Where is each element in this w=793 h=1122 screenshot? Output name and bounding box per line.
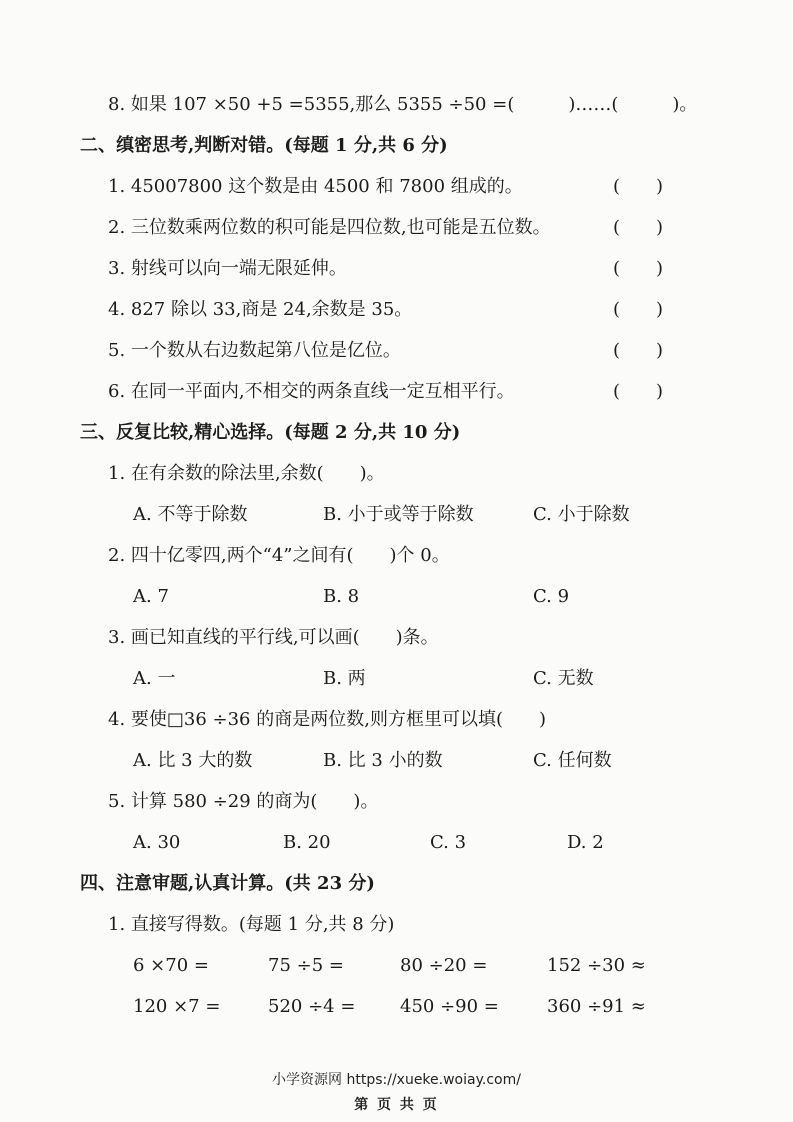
- option-b: B. 20: [283, 832, 331, 853]
- calc-item: 80 ÷20 =: [400, 955, 488, 976]
- section-2-title: 二、缜密思考,判断对错。(每题 1 分,共 6 分): [80, 135, 448, 156]
- calc-item: 450 ÷90 =: [400, 996, 499, 1017]
- option-c: C. 小于除数: [533, 504, 630, 525]
- sub-question-1: 1. 直接写得数。(每题 1 分,共 8 分): [108, 914, 395, 935]
- judge-item-3: 3. 射线可以向一端无限延伸。: [108, 258, 347, 279]
- answer-bracket: ( ): [613, 217, 664, 238]
- calc-item: 6 ×70 =: [133, 955, 209, 976]
- judge-item-1: 1. 45007800 这个数是由 4500 和 7800 组成的。: [108, 176, 523, 197]
- option-a: A. 7: [133, 586, 169, 607]
- answer-bracket: ( ): [613, 176, 664, 197]
- calc-item: 75 ÷5 =: [268, 955, 344, 976]
- option-c: C. 3: [430, 832, 467, 853]
- choice-question-5: 5. 计算 580 ÷29 的商为( )。: [108, 791, 379, 812]
- calc-item: 360 ÷91 ≈: [547, 996, 646, 1017]
- choice-question-2: 2. 四十亿零四,两个“4”之间有( )个 0。: [108, 545, 450, 566]
- option-c: C. 任何数: [533, 750, 612, 771]
- option-c: C. 无数: [533, 668, 594, 689]
- answer-bracket: ( ): [613, 258, 664, 279]
- judge-item-4: 4. 827 除以 33,商是 24,余数是 35。: [108, 299, 413, 320]
- calc-item: 152 ÷30 ≈: [547, 955, 646, 976]
- option-b: B. 小于或等于除数: [323, 504, 474, 525]
- judge-item-5: 5. 一个数从右边数起第八位是亿位。: [108, 340, 401, 361]
- choice-question-4: 4. 要使□36 ÷36 的商是两位数,则方框里可以填( ): [108, 709, 547, 730]
- page-number: 第 页 共 页: [354, 1097, 439, 1113]
- answer-bracket: ( ): [613, 381, 664, 402]
- calc-item: 520 ÷4 =: [268, 996, 356, 1017]
- choice-question-3: 3. 画已知直线的平行线,可以画( )条。: [108, 627, 439, 648]
- option-c: C. 9: [533, 586, 570, 607]
- calc-item: 120 ×7 =: [133, 996, 221, 1017]
- question-8: 8. 如果 107 ×50 +5 =5355,那么 5355 ÷50 =( )……( )。: [108, 94, 698, 115]
- option-a: A. 比 3 大的数: [133, 750, 253, 771]
- judge-item-6: 6. 在同一平面内,不相交的两条直线一定互相平行。: [108, 381, 515, 402]
- option-a: A. 不等于除数: [133, 504, 248, 525]
- section-4-title: 四、注意审题,认真计算。(共 23 分): [80, 873, 375, 894]
- option-b: B. 8: [323, 586, 360, 607]
- option-d: D. 2: [567, 832, 604, 853]
- answer-bracket: ( ): [613, 299, 664, 320]
- footer-url: 小学资源网 https://xueke.woiay.com/: [272, 1072, 521, 1088]
- option-b: B. 两: [323, 668, 366, 689]
- judge-item-2: 2. 三位数乘两位数的积可能是四位数,也可能是五位数。: [108, 217, 551, 238]
- answer-bracket: ( ): [613, 340, 664, 361]
- option-b: B. 比 3 小的数: [323, 750, 443, 771]
- option-a: A. 一: [133, 668, 176, 689]
- option-a: A. 30: [133, 832, 181, 853]
- choice-question-1: 1. 在有余数的除法里,余数( )。: [108, 463, 385, 484]
- section-3-title: 三、反复比较,精心选择。(每题 2 分,共 10 分): [80, 422, 461, 443]
